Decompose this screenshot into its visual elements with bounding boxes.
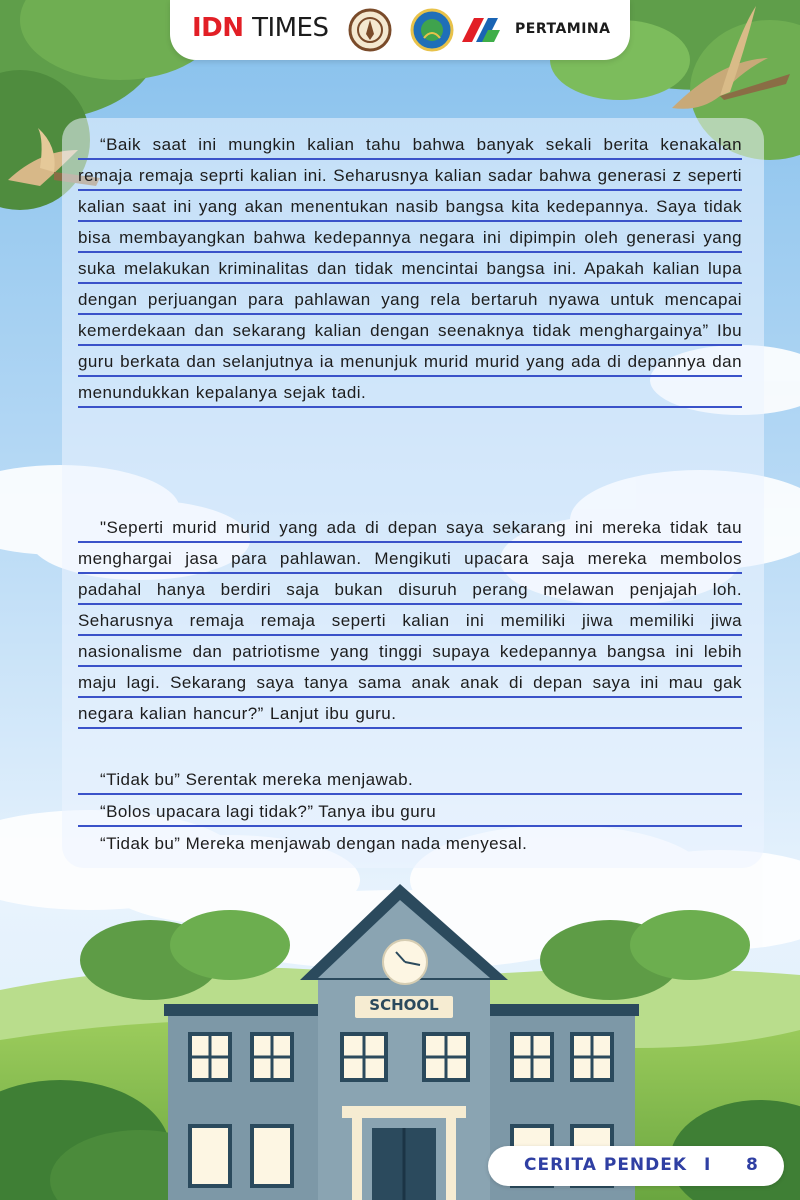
pertamina-logo-icon (462, 12, 510, 48)
idn-times-logo (192, 13, 329, 43)
dialogue-line-2: “Bolos upacara lagi tidak?” Tanya ibu guru (78, 796, 742, 827)
section-title: CERITA PENDEK (524, 1155, 688, 1175)
idn-logo-text: IDN (192, 13, 244, 43)
school-sign: SCHOOL (369, 996, 439, 1014)
times-logo-text: TIMES (252, 13, 329, 43)
regional-emblem-icon (410, 8, 454, 52)
dialogue-line-3: “Tidak bu” Mereka menjawab dengan nada menyesal. (100, 834, 528, 853)
story-paragraph-2: "Seperti murid murid yang ada di depan saya sekarang ini mereka tidak tau menghargai jasa para pahlawan. Mengikuti upacara saja mereka membolos padahal hanya berdiri saja bukan disuruh perang melawan penjajah loh. Seharusnya remaja remaja seperti kalian ini memiliki jiwa memiliki jiwa nasionalisme dan patriotisme yang tinggi supaya kedepannya bangsa ini lebih maju lagi. Sekarang saya tanya sama anak anak di depan saya ini mau gak negara kalian hancur?” Lanjut ibu guru. (78, 512, 742, 729)
story-paragraph-1: “Baik saat ini mungkin kalian tahu bahwa banyak sekali berita kenakalan remaja remaja seprti kalian ini. Seharusnya kalian sadar bahwa generasi z seperti kalian saat ini yang akan menentukan nasib bangsa kita kedepannya. Saya tidak bisa membayangkan bahwa kedepannya negara ini dipimpin oleh generasi yang suka melakukan kriminalitas dan tidak mencintai bangsa ini. Apakah kalian lupa dengan perjuangan para pahlawan yang rela bertaruh nyawa untuk mencapai kemerdekaan dan sekarang kalian dengan seenaknya tidak menghargainya” Ibu guru berkata dan selanjutnya ia menunjuk murid murid yang ada di depannya dan menundukkan kepalanya sejak tadi. (78, 129, 742, 408)
pertamina-logo-text: PERTAMINA (515, 21, 611, 37)
dialogue-line-1: “Tidak bu” Serentak mereka menjawab. (78, 764, 742, 795)
header-logo-bar (170, 0, 630, 60)
footer-separator: I (704, 1155, 711, 1175)
footer-page-label (488, 1146, 784, 1186)
university-seal-icon (348, 8, 392, 52)
page-number: 8 (746, 1155, 758, 1175)
